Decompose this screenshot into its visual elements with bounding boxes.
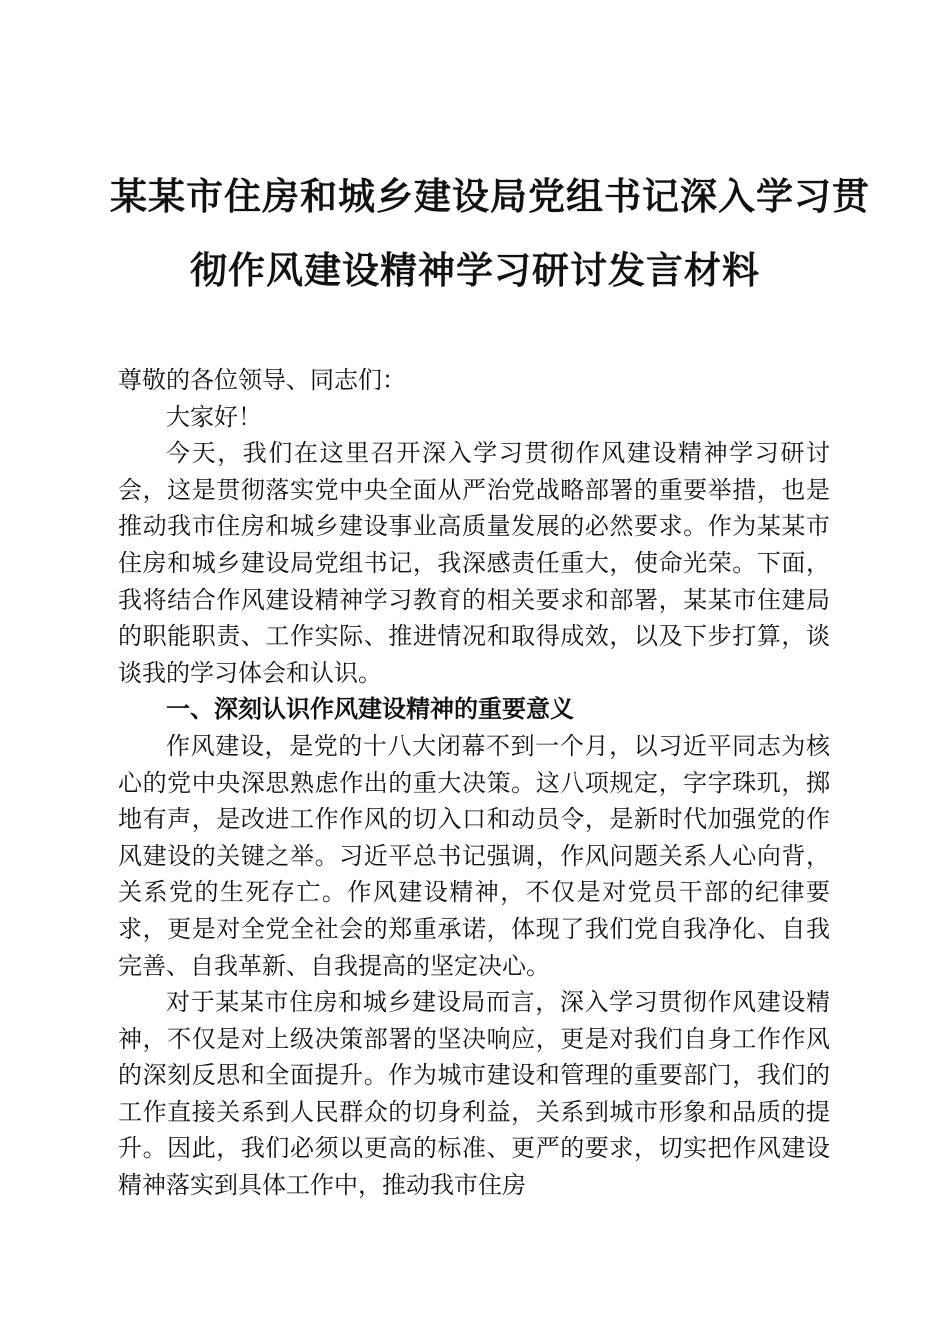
- document-title-line-1: 某某市住房和城乡建设局党组书记深入学习贯: [110, 174, 870, 218]
- greeting: 大家好！: [166, 402, 262, 431]
- paragraph-intro: 今天，我们在这里召开深入学习贯彻作风建设精神学习研讨会，这是贯彻落实党中央全面从严治党战略部署的重要举措，也是推动我市住房和城乡建设事业高质量发展的必然要求。作为某某市住房和城乡建设局党组书记，我深感责任重大，使命光荣。下面，我将结合作风建设精神学习教育的相关要求和部署，某某市住建局的职能职责、工作实际、推进情况和取得成效，以及下步打算，谈谈我的学习体会和认识。: [118, 439, 830, 687]
- salutation: 尊敬的各位领导、同志们：: [118, 366, 406, 394]
- document-body: [118, 362, 830, 1204]
- paragraph-significance: 作风建设，是党的十八大闭幕不到一个月，以习近平同志为核心的党中央深思熟虑作出的重大决策。这八项规定，字字珠玑，掷地有声，是改进工作作风的切入口和动员令，是新时代加强党的作风建设的关键之举。习近平总书记强调，作风问题关系人心向背，关系党的生死存亡。作风建设精神，不仅是对党员干部的纪律要求，更是对全党全社会的郑重承诺，体现了我们党自我净化、自我完善、自我革新、自我提高的坚定决心。: [118, 731, 830, 980]
- document-title-line-2: 彻作风建设精神学习研讨发言材料: [190, 248, 760, 292]
- section-heading-1: 一、深刻认识作风建设精神的重要意义: [166, 695, 574, 724]
- paragraph-bureau: 对于某某市住房和城乡建设局而言，深入学习贯彻作风建设精神，不仅是对上级决策部署的坚决响应，更是对我们自身工作作风的深刻反思和全面提升。作为城市建设和管理的重要部门，我们的工作直接关系到人民群众的切身利益，关系到城市形象和品质的提升。因此，我们必须以更高的标准、更严的要求，切实把作风建设精神落实到具体工作中，推动我市住房: [118, 988, 830, 1200]
